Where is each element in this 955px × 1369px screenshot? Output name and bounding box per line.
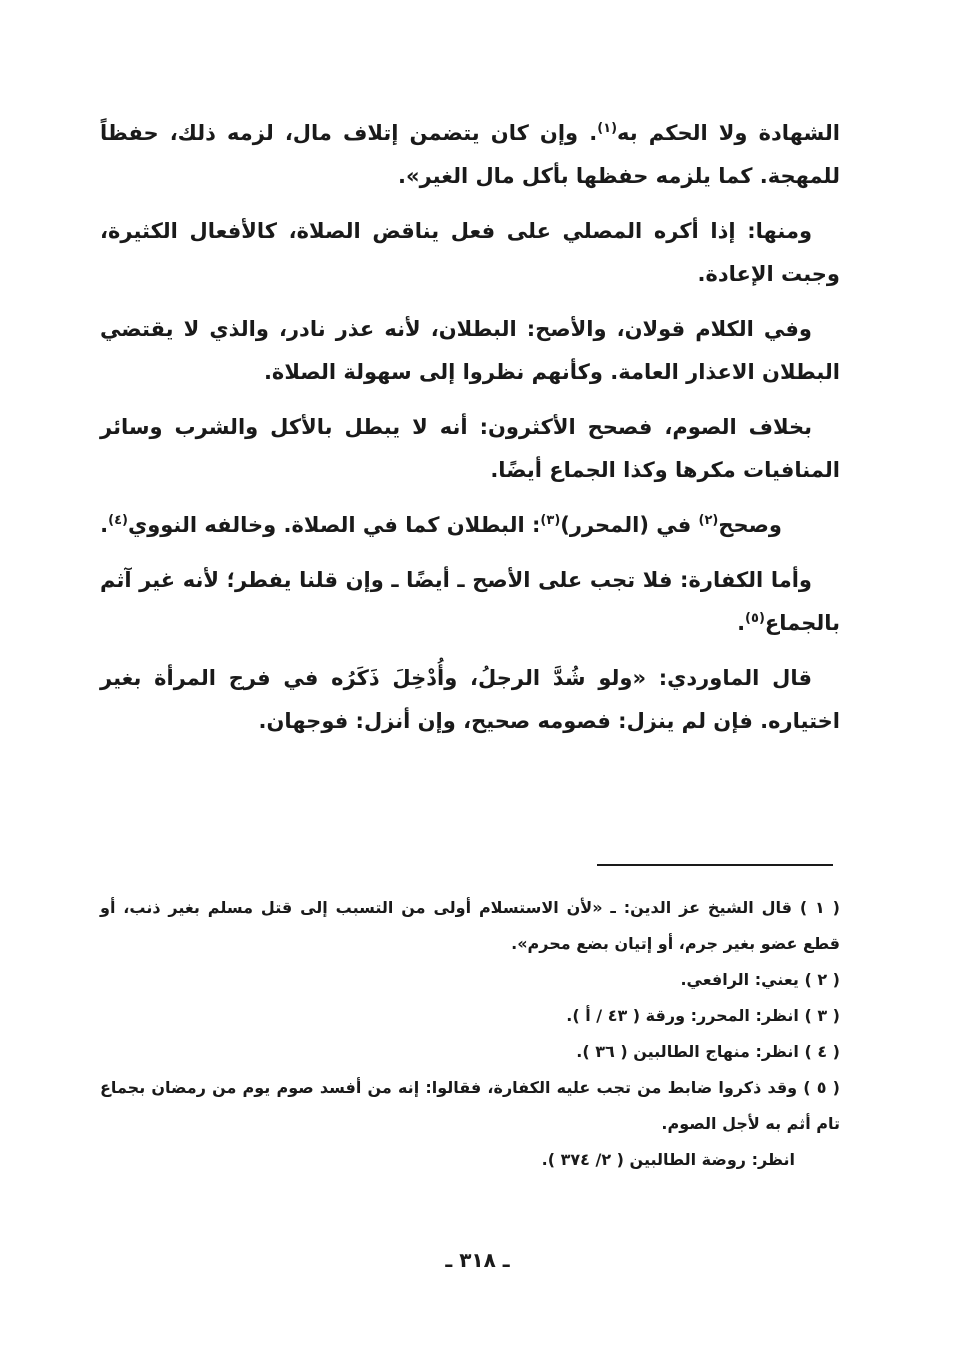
- footnote: ( ٣ ) انظر: المحرر: ورقة ( ٤٣ / أ ).: [566, 1006, 840, 1025]
- paragraph: قال الماوردي: «ولو شُدَّ الرجلُ، وأُدْخِلَ ذَكَرُه في فرج المرأة بغير اختياره. فإن لم ينزل: فصومه صحيح، وإن أنزل: فوجهان.: [100, 666, 840, 733]
- page-number: ـ ٣١٨ ـ: [445, 1248, 510, 1272]
- paragraph: وأما الكفارة: فلا تجب على الأصح ـ أيضًا ـ وإن قلنا يفطر؛ لأنه غير آثم بالجماع$^{(٥)}$.: [100, 568, 840, 635]
- paragraph: بخلاف الصوم، فصحح الأكثرون: أنه لا يبطل بالأكل والشرب وسائر المنافيات مكرها وكذا الجماع أيضًا.: [100, 415, 840, 482]
- footnote-reference[interactable]: (٤): [108, 513, 128, 528]
- footnote: ( ٢ ) يعني: الرافعي.: [680, 970, 840, 989]
- footnote-continuation: انظر: روضة الطالبين ( ٢/ ٣٧٤ ).: [541, 1150, 795, 1169]
- footnote: ( ٤ ) انظر: منهاج الطالبين ( ٣٦ ).: [576, 1042, 840, 1061]
- paragraph: ومنها: إذا أكره المصلي على فعل يناقض الصلاة، كالأفعال الكثيرة، وجبت الإعادة.: [100, 219, 840, 286]
- footnote: ( ١ ) قال الشيخ عز الدين: ـ «لأن الاستسلام أولى من التسبب إلى قتل مسلم بغير ذنب، أو قطع عضو بغير جرم، أو إتيان بضع محرم».: [100, 898, 840, 953]
- paragraph: وصحح$^{(٢)}$ في (المحرر)$^{(٣)}$: البطلان كما في الصلاة. وخالفه النووي$^{(٤)}$.: [100, 513, 782, 537]
- footnote: ( ٥ ) وقد ذكروا ضابط من تجب عليه الكفارة، فقالوا: إنه من أفسد صوم يوم من رمضان بجماع تام أثم به لأجل الصوم.: [100, 1078, 840, 1133]
- main-text: [100, 112, 840, 743]
- footnote-separator: [597, 864, 833, 866]
- footnote-reference[interactable]: (٢): [698, 513, 719, 528]
- footnote-reference[interactable]: (٥): [745, 611, 765, 626]
- footnotes: [100, 890, 840, 1178]
- paragraph: وفي الكلام قولان، والأصح: البطلان، لأنه عذر نادر، والذي لا يقتضي البطلان الاعذار العامة. وكأنهم نظروا إلى سهولة الصلاة.: [100, 317, 840, 384]
- footnote-reference[interactable]: (٣): [540, 513, 561, 528]
- paragraph: الشهادة ولا الحكم به$^{(١)}$. وإن كان يتضمن إتلاف مال، لزمه ذلك، حفظاً للمهجة. كما يلزمه حفظها بأكل مال الغير».: [100, 121, 840, 188]
- footnote-reference[interactable]: (١): [597, 121, 618, 136]
